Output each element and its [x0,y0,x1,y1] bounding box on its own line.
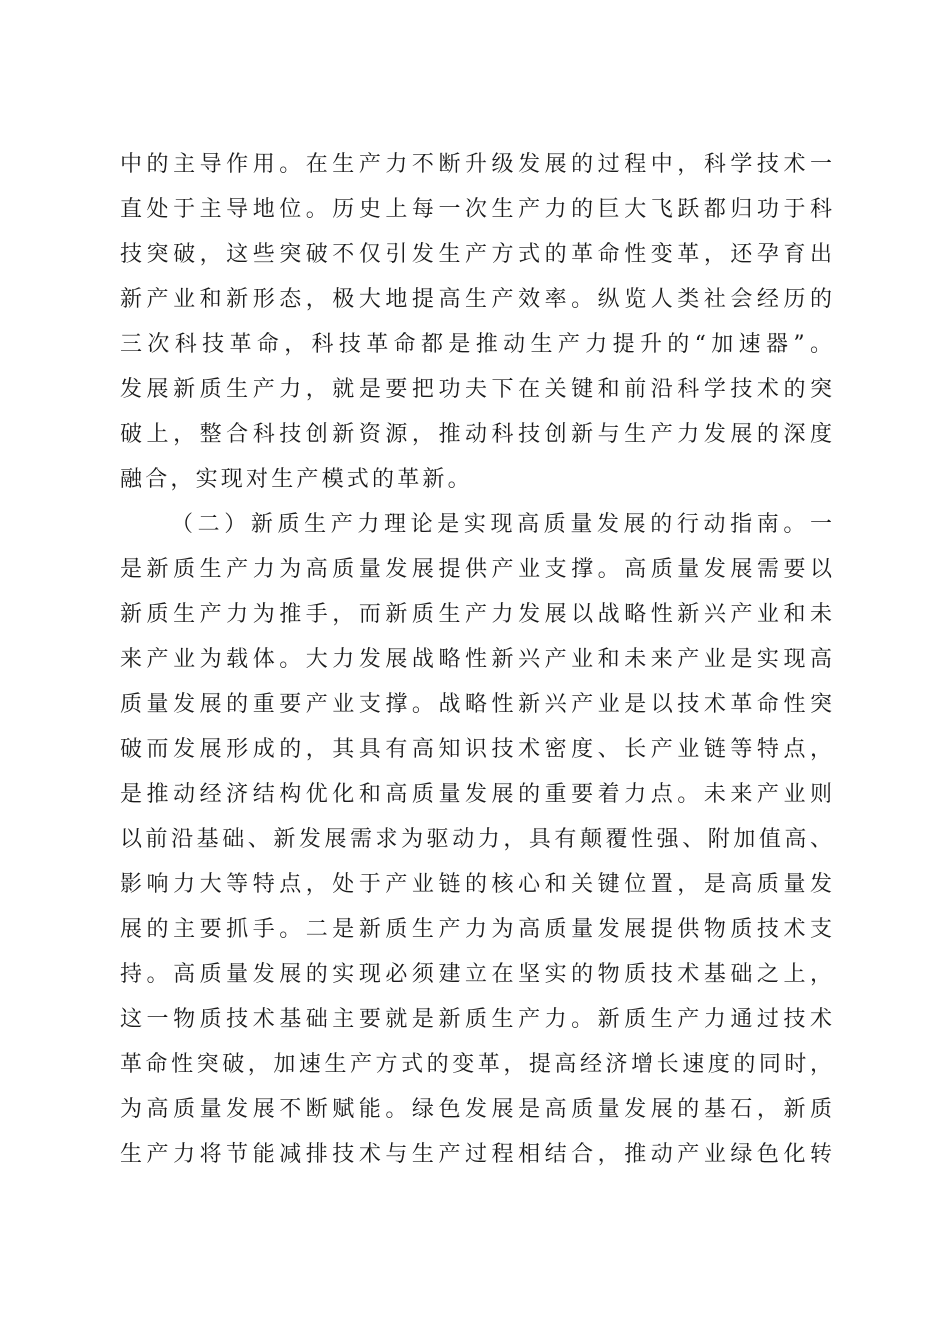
paragraph-line: 新质生产力为推手，而新质生产力发展以战略性新兴产业和未 [120,602,832,627]
paragraph-line: 技突破，这些突破不仅引发生产方式的革命性变革，还孕育出 [120,242,832,267]
paragraph-line: 三次科技革命，科技革命都是推动生产力提升的“加速器”。 [120,332,832,357]
paragraph-line: 以前沿基础、新发展需求为驱动力，具有颠覆性强、附加值高、 [120,827,832,852]
paragraph-line: 直处于主导地位。历史上每一次生产力的巨大飞跃都归功于科 [120,197,832,222]
paragraph-line: 发展新质生产力，就是要把功夫下在关键和前沿科学技术的突 [120,377,832,402]
paragraph-line: 新产业和新形态，极大地提高生产效率。纵览人类社会经历的 [120,287,832,312]
paragraph-line: 破上，整合科技创新资源，推动科技创新与生产力发展的深度 [120,422,832,447]
paragraph-line: 这一物质技术基础主要就是新质生产力。新质生产力通过技术 [120,1007,832,1032]
paragraph-line: 影响力大等特点，处于产业链的核心和关键位置，是高质量发 [120,872,832,897]
paragraph-line: 来产业为载体。大力发展战略性新兴产业和未来产业是实现高 [120,647,832,672]
paragraph-line: 展的主要抓手。二是新质生产力为高质量发展提供物质技术支 [120,917,832,942]
paragraph-line: 为高质量发展不断赋能。绿色发展是高质量发展的基石，新质 [120,1097,832,1122]
paragraph-line: 中的主导作用。在生产力不断升级发展的过程中，科学技术一 [120,152,832,177]
paragraph-line: 持。高质量发展的实现必须建立在坚实的物质技术基础之上， [120,962,832,987]
paragraph-line: 是新质生产力为高质量发展提供产业支撑。高质量发展需要以 [120,557,832,582]
paragraph-line: 破而发展形成的，其具有高知识技术密度、长产业链等特点， [120,737,832,762]
paragraph-line: 生产力将节能减排技术与生产过程相结合，推动产业绿色化转 [120,1142,832,1167]
paragraph-line: 革命性突破，加速生产方式的变革，提高经济增长速度的同时， [120,1052,832,1077]
paragraph-line: 融合，实现对生产模式的革新。 [120,467,473,492]
paragraph-line: 质量发展的重要产业支撑。战略性新兴产业是以技术革命性突 [120,692,832,717]
section-heading-line: （二）新质生产力理论是实现高质量发展的行动指南。一 [171,512,832,537]
paragraph-line: 是推动经济结构优化和高质量发展的重要着力点。未来产业则 [120,782,832,807]
